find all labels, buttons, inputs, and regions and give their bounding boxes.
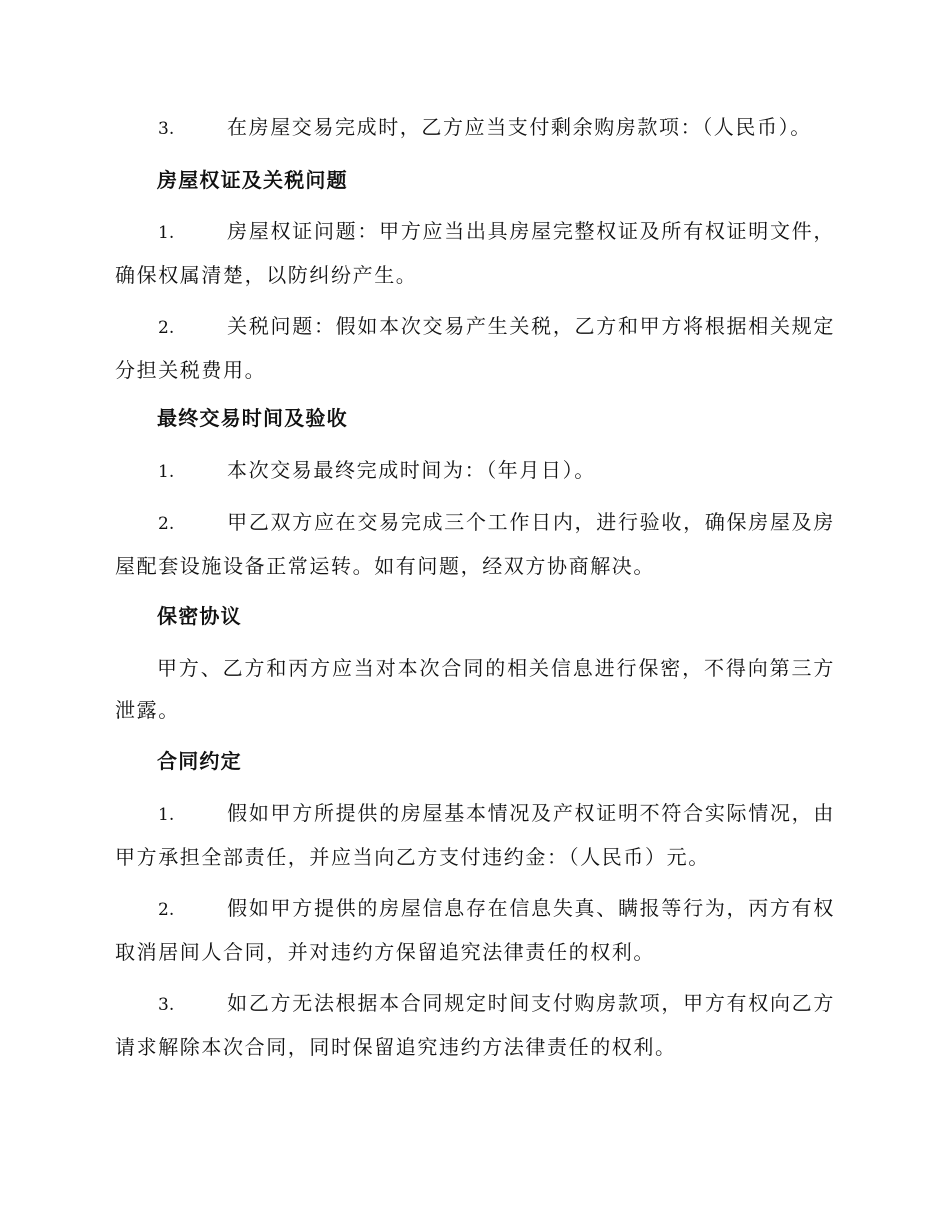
list-number: 1. <box>158 805 175 825</box>
confidentiality-paragraph: 甲方、乙方和丙方应当对本次合同的相关信息进行保密，不得向第三方泄露。 <box>115 656 835 722</box>
final-item-2 <box>115 501 835 587</box>
list-text: 假如甲方提供的房屋信息存在信息失真、瞒报等行为，丙方有权取消居间人合同，并对违约方保留追究法律责任的权利。 <box>115 896 835 964</box>
list-number: 1. <box>158 223 175 243</box>
section-heading-title-certificate: 房屋权证及关税问题 <box>157 168 348 192</box>
list-text: 关税问题：假如本次交易产生关税，乙方和甲方将根据相关规定分担关税费用。 <box>115 314 835 382</box>
title-item-1 <box>115 210 835 296</box>
list-number: 2. <box>158 514 175 534</box>
list-number: 2. <box>158 318 175 338</box>
list-number: 2. <box>158 900 175 920</box>
list-number: 3. <box>158 995 175 1015</box>
list-text: 在房屋交易完成时，乙方应当支付剩余购房款项：（人民币）。 <box>227 115 812 139</box>
contract-item-1 <box>115 792 835 878</box>
list-text: 如乙方无法根据本合同规定时间支付购房款项，甲方有权向乙方请求解除本次合同，同时保留追究违约方法律责任的权利。 <box>115 991 835 1059</box>
list-number: 1. <box>158 462 175 482</box>
contract-item-3 <box>115 982 835 1068</box>
list-text: 房屋权证问题：甲方应当出具房屋完整权证及所有权证明文件，确保权属清楚，以防纠纷产生。 <box>115 219 835 287</box>
list-text: 甲乙双方应在交易完成三个工作日内，进行验收，确保房屋及房屋配套设施设备正常运转。如有问题，经双方协商解决。 <box>115 510 835 578</box>
list-number: 3. <box>158 119 175 139</box>
final-item-1 <box>115 449 835 493</box>
title-item-2 <box>115 305 835 391</box>
payment-item-3 <box>115 106 835 150</box>
section-heading-contract-terms: 合同约定 <box>157 749 242 773</box>
list-text: 假如甲方所提供的房屋基本情况及产权证明不符合实际情况，由甲方承担全部责任，并应当向乙方支付违约金：（人民币）元。 <box>115 801 835 869</box>
section-heading-final-transaction: 最终交易时间及验收 <box>157 406 348 430</box>
contract-item-2 <box>115 887 835 973</box>
list-text: 本次交易最终完成时间为：（年月日）。 <box>227 458 596 482</box>
section-heading-confidentiality: 保密协议 <box>157 604 242 628</box>
